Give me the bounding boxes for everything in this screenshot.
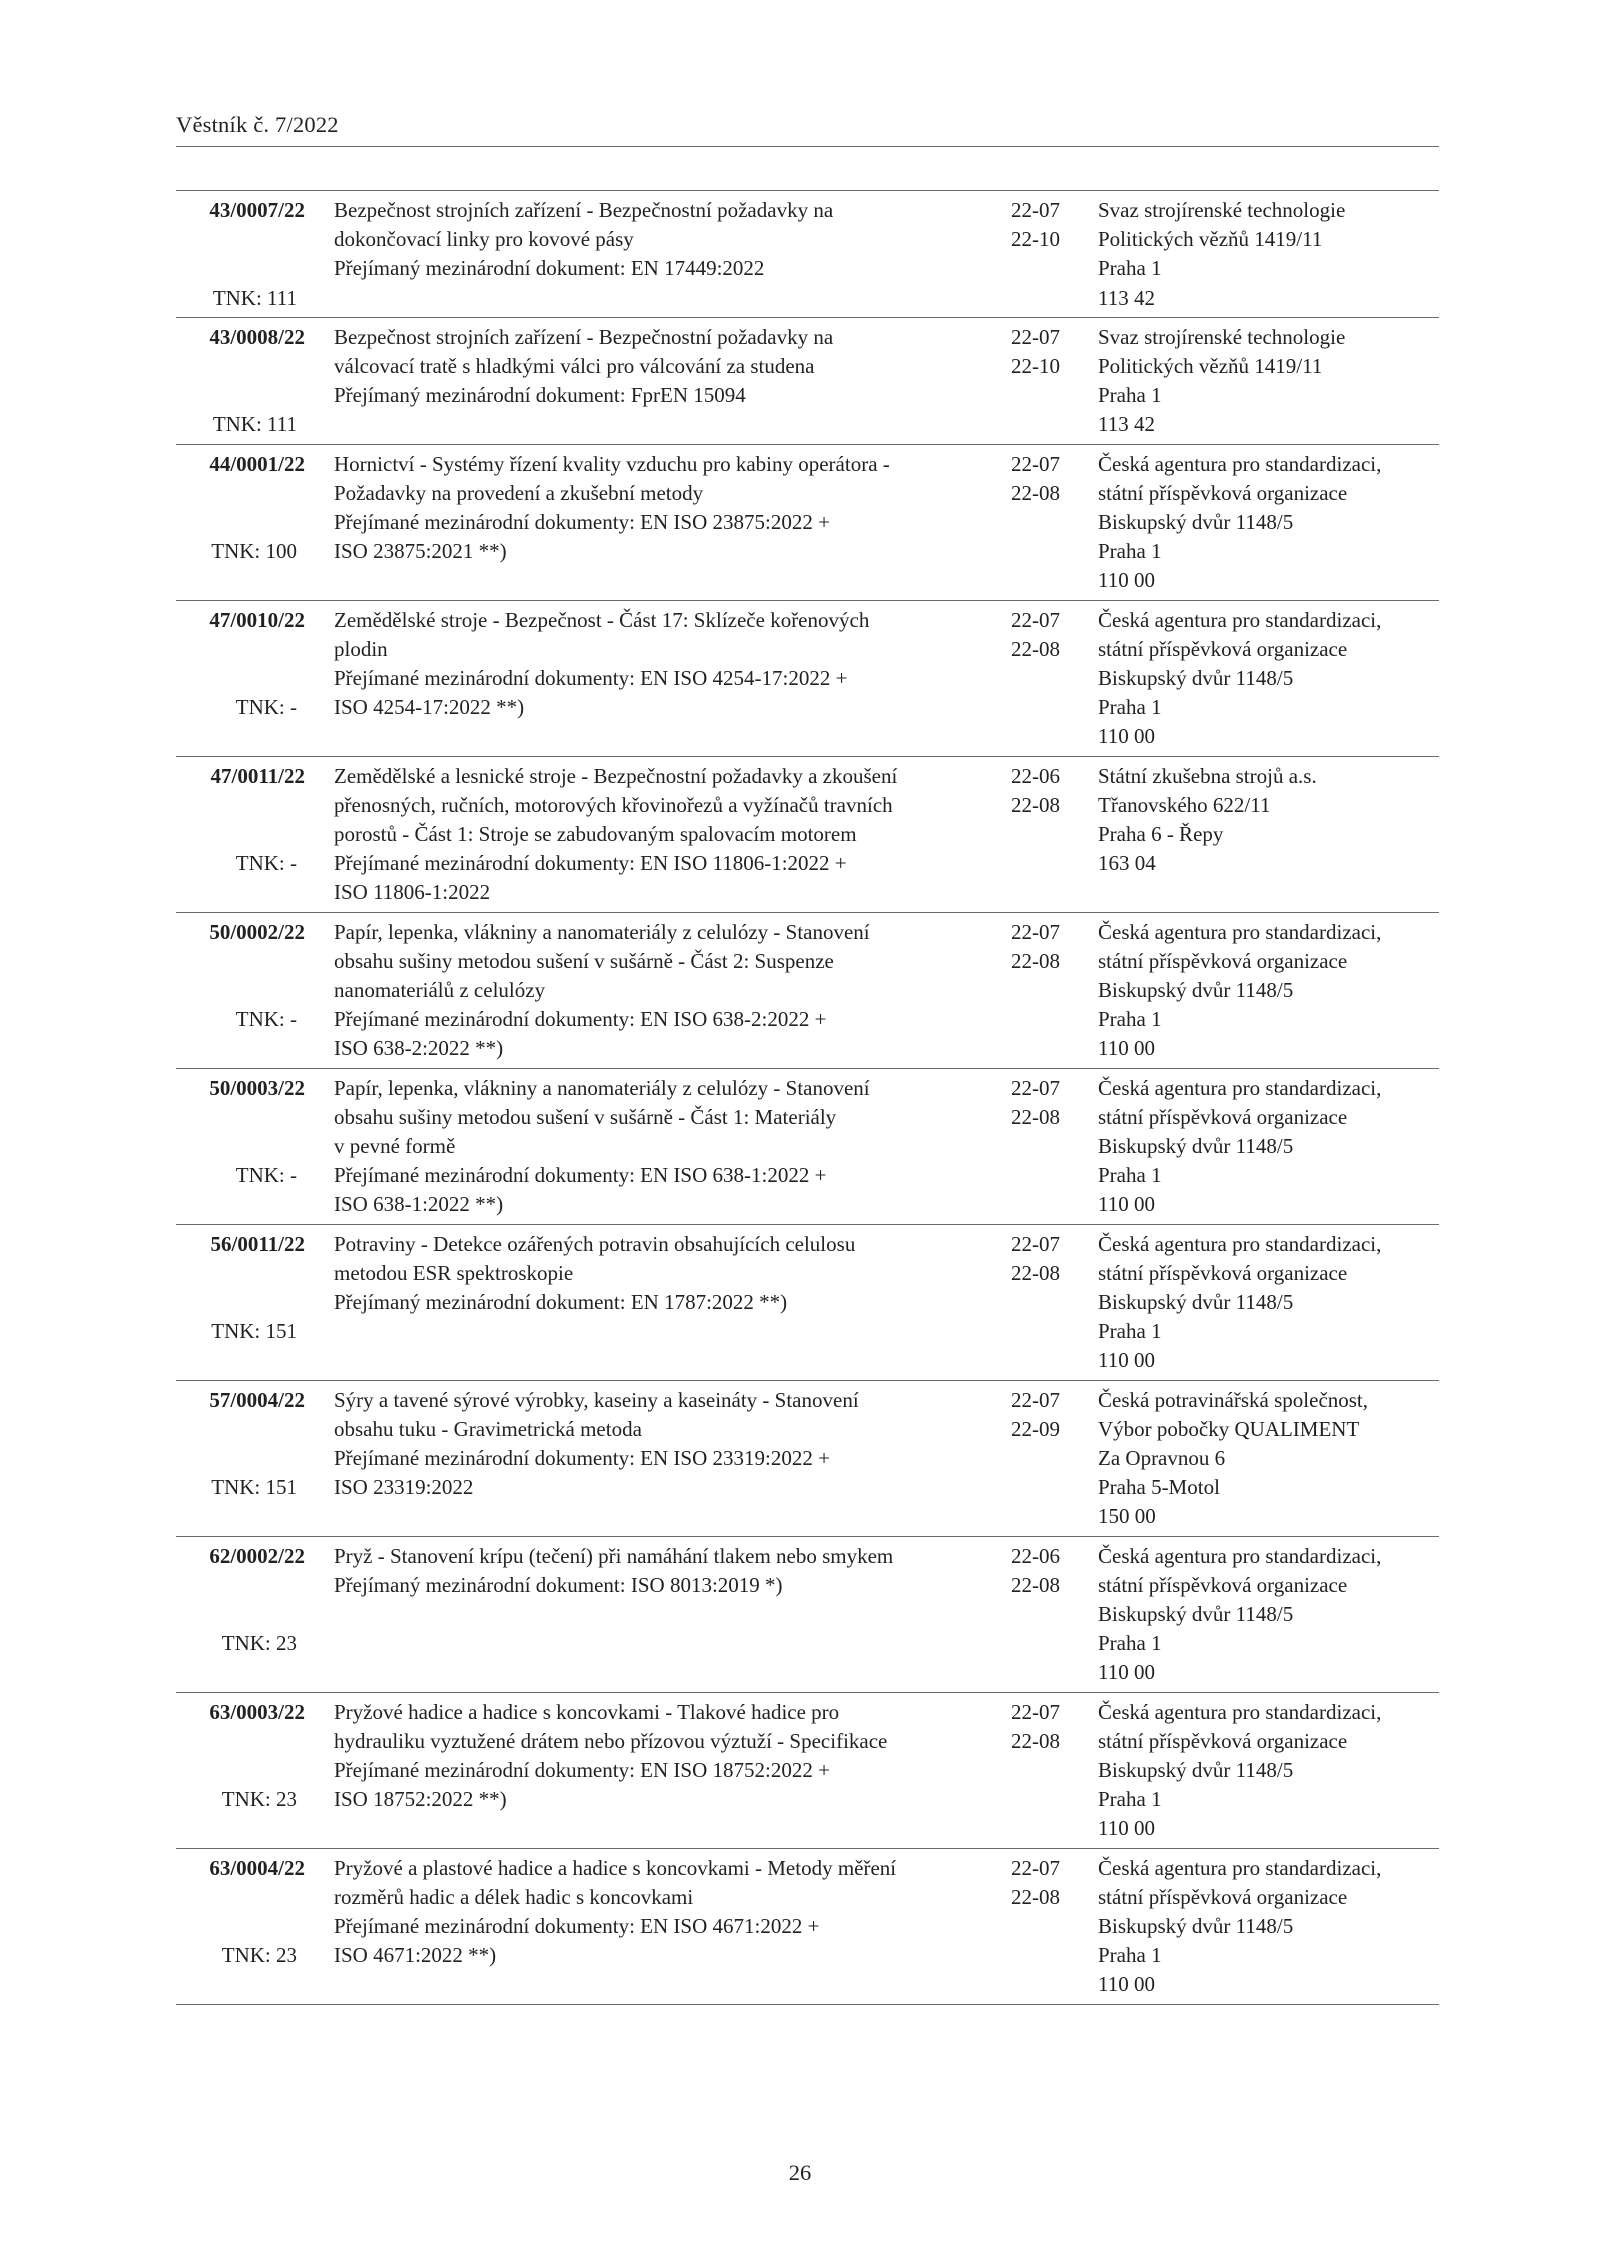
entry-organization-line: 110 00 <box>1098 568 1155 593</box>
entry-organization <box>1098 606 1438 752</box>
entry-date: 22-08 <box>1011 1572 1060 1597</box>
entry-organization-line: Praha 1 <box>1098 1787 1162 1812</box>
entry-organization <box>1098 323 1438 440</box>
entry-title-line: Bezpečnost strojních zařízení - Bezpečnostní požadavky na <box>334 324 834 349</box>
entry-organization-line: státní příspěvková organizace <box>1098 636 1348 661</box>
entry-tnk: TNK: 151 <box>211 1475 297 1500</box>
entry-dates <box>1011 918 1071 976</box>
entry-title-line: obsahu sušiny metodou sušení v sušárně - Část 1: Materiály <box>334 1104 837 1129</box>
entry-organization-line: Biskupský dvůr 1148/5 <box>1098 666 1294 690</box>
entry-title <box>334 606 994 723</box>
table-row <box>176 757 1439 913</box>
entry-title-line: dokončovací linky pro kovové pásy <box>334 227 634 252</box>
table-row <box>176 1381 1439 1537</box>
table-row <box>176 601 1439 757</box>
entry-title-line: nanomateriálů z celulózy <box>334 978 546 1002</box>
entry-organization-line: Politických vězňů 1419/11 <box>1098 227 1323 252</box>
entry-dates <box>1011 762 1071 820</box>
entry-organization-line: Česká agentura pro standardizaci, <box>1098 451 1382 476</box>
entry-title-line: ISO 638-1:2022 **) <box>334 1192 504 1217</box>
entry-title-line: metodou ESR spektroskopie <box>334 1260 574 1285</box>
table-row <box>176 191 1439 318</box>
entry-organization-line: Praha 1 <box>1098 539 1162 564</box>
entry-organization-line: 110 00 <box>1098 724 1155 749</box>
table-row <box>176 1693 1439 1849</box>
entry-title-line: Přejímané mezinárodní dokumenty: EN ISO 4671:2022 + <box>334 1914 820 1938</box>
entry-dates <box>1011 1230 1071 1288</box>
entry-organization-line: Praha 1 <box>1098 383 1162 408</box>
entry-dates <box>1011 1854 1071 1912</box>
entry-title-line: Hornictví - Systémy řízení kvality vzduchu pro kabiny operátora - <box>334 451 890 476</box>
entry-date: 22-07 <box>1011 1699 1060 1724</box>
entry-dates <box>1011 196 1071 254</box>
entry-dates <box>1011 323 1071 381</box>
entry-title-line: ISO 4254-17:2022 **) <box>334 695 525 720</box>
entry-organization-line: 113 42 <box>1098 412 1155 437</box>
table-row <box>176 445 1439 601</box>
entry-organization-line: 113 42 <box>1098 285 1155 310</box>
entry-dates <box>1011 1074 1071 1132</box>
entry-title-line: Papír, lepenka, vlákniny a nanomateriály z celulózy - Stanovení <box>334 919 870 944</box>
entry-date: 22-08 <box>1011 1728 1060 1753</box>
entry-organization-line: Výbor pobočky QUALIMENT <box>1098 1416 1360 1441</box>
entry-organization-line: státní příspěvková organizace <box>1098 1728 1348 1753</box>
entry-title-line: Pryžové hadice a hadice s koncovkami - Tlakové hadice pro <box>334 1699 840 1724</box>
table-row <box>176 1849 1439 2005</box>
entry-title <box>334 1698 994 1815</box>
entry-id: 50/0002/22 <box>209 919 305 944</box>
entry-organization-line: Praha 1 <box>1098 1943 1162 1968</box>
entry-date: 22-07 <box>1011 198 1060 222</box>
entry-title <box>334 196 994 284</box>
entry-organization-line: státní příspěvková organizace <box>1098 1104 1348 1129</box>
entry-date: 22-06 <box>1011 1543 1060 1568</box>
entry-organization-line: 110 00 <box>1098 1816 1155 1841</box>
entry-organization-line: Třanovského 622/11 <box>1098 792 1271 817</box>
entry-date: 22-10 <box>1011 354 1060 378</box>
entry-id: 47/0011/22 <box>210 763 305 788</box>
entry-organization <box>1098 196 1438 313</box>
entry-title-line: Potraviny - Detekce ozářených potravin obsahujících celulosu <box>334 1231 856 1256</box>
entry-organization <box>1098 918 1438 1064</box>
entry-title-line: Přejímané mezinárodní dokumenty: EN ISO 18752:2022 + <box>334 1758 830 1782</box>
entry-dates <box>1011 1698 1071 1756</box>
entry-title-line: ISO 638-2:2022 **) <box>334 1036 504 1061</box>
entry-title-line: Přejímané mezinárodní dokumenty: EN ISO 11806-1:2022 + <box>334 851 847 876</box>
entry-title-line: Přejímaný mezinárodní dokument: FprEN 15094 <box>334 383 746 408</box>
entry-title-line: v pevné formě <box>334 1134 456 1158</box>
entry-date: 22-07 <box>1011 1855 1060 1880</box>
entry-title-line: ISO 18752:2022 **) <box>334 1787 507 1812</box>
entry-organization-line: 110 00 <box>1098 1972 1155 1997</box>
entry-tnk: TNK: 111 <box>212 285 297 310</box>
entry-organization-line: Praha 5-Motol <box>1098 1475 1220 1500</box>
table-row <box>176 1069 1439 1225</box>
entry-organization-line: Biskupský dvůr 1148/5 <box>1098 1914 1294 1938</box>
entry-title <box>334 323 994 411</box>
entry-organization-line: 150 00 <box>1098 1504 1156 1529</box>
entry-date: 22-08 <box>1011 480 1060 505</box>
entry-organization-line: Česká agentura pro standardizaci, <box>1098 1855 1382 1880</box>
entry-date: 22-07 <box>1011 324 1060 349</box>
entry-tnk: TNK: 151 <box>211 1319 297 1344</box>
entry-date: 22-08 <box>1011 1260 1060 1285</box>
entry-title-line: Přejímané mezinárodní dokumenty: EN ISO 4254-17:2022 + <box>334 666 848 690</box>
entry-title-line: Papír, lepenka, vlákniny a nanomateriály z celulózy - Stanovení <box>334 1075 870 1100</box>
entry-title-line: Požadavky na provedení a zkušební metody <box>334 480 704 505</box>
table-row <box>176 1225 1439 1381</box>
page-header-title: Věstník č. 7/2022 <box>176 112 339 137</box>
entry-organization-line: Česká agentura pro standardizaci, <box>1098 1543 1382 1568</box>
entry-organization-line: Praha 1 <box>1098 256 1162 281</box>
entry-dates <box>1011 1542 1071 1600</box>
entry-organization-line: Biskupský dvůr 1148/5 <box>1098 1290 1294 1314</box>
entry-dates <box>1011 1386 1071 1444</box>
entry-tnk: TNK: 111 <box>212 412 297 437</box>
table-row <box>176 913 1439 1069</box>
entry-id: 57/0004/22 <box>209 1387 305 1412</box>
entry-organization <box>1098 1386 1438 1532</box>
entry-date: 22-08 <box>1011 792 1060 817</box>
entry-title-line: porostů - Část 1: Stroje se zabudovaným spalovacím motorem <box>334 822 857 846</box>
entry-organization-line: 163 04 <box>1098 851 1156 876</box>
entry-date: 22-08 <box>1011 1104 1060 1129</box>
entry-date: 22-07 <box>1011 919 1060 944</box>
entry-tnk: TNK: - <box>235 695 297 720</box>
entry-organization <box>1098 450 1438 596</box>
entry-dates <box>1011 606 1071 664</box>
entry-organization-line: Praha 1 <box>1098 1631 1162 1656</box>
entry-title <box>334 1386 994 1503</box>
entry-date: 22-08 <box>1011 1884 1060 1909</box>
entry-id: 63/0003/22 <box>209 1699 305 1724</box>
table-row <box>176 318 1439 445</box>
entry-title-line: plodin <box>334 636 388 661</box>
entry-title <box>334 1230 994 1318</box>
entry-organization-line: Za Opravnou 6 <box>1098 1446 1226 1470</box>
entry-organization-line: Praha 1 <box>1098 1163 1162 1188</box>
entry-title-line: rozměrů hadic a délek hadic s koncovkami <box>334 1884 694 1909</box>
entry-organization <box>1098 762 1438 879</box>
entry-title-line: obsahu tuku - Gravimetrická metoda <box>334 1416 642 1441</box>
entry-organization-line: státní příspěvková organizace <box>1098 948 1348 973</box>
entry-id: 43/0007/22 <box>209 198 305 222</box>
entry-organization-line: Praha 1 <box>1098 695 1162 720</box>
entry-organization <box>1098 1074 1438 1220</box>
entry-title-line: Zemědělské a lesnické stroje - Bezpečnostní požadavky a zkoušení <box>334 763 898 788</box>
entry-title <box>334 1542 994 1600</box>
entry-date: 22-10 <box>1011 227 1060 252</box>
entry-tnk: TNK: - <box>235 1007 297 1032</box>
entry-title <box>334 1854 994 1971</box>
entry-title-line: Přejímané mezinárodní dokumenty: EN ISO 23875:2022 + <box>334 510 830 534</box>
entry-organization-line: 110 00 <box>1098 1348 1155 1373</box>
table-row <box>176 1537 1439 1693</box>
entry-organization-line: Česká agentura pro standardizaci, <box>1098 919 1382 944</box>
entry-organization-line: 110 00 <box>1098 1036 1155 1061</box>
entry-title-line: obsahu sušiny metodou sušení v sušárně - Část 2: Suspenze <box>334 948 834 973</box>
header-divider <box>176 146 1439 147</box>
entry-date: 22-07 <box>1011 1231 1060 1256</box>
entry-tnk: TNK: 23 <box>221 1787 297 1812</box>
entry-title-line: Zemědělské stroje - Bezpečnost - Část 17: Sklízeče kořenových <box>334 607 870 632</box>
entry-title-line: Přejímaný mezinárodní dokument: EN 1787:2022 **) <box>334 1290 788 1314</box>
entry-organization-line: Česká agentura pro standardizaci, <box>1098 1075 1382 1100</box>
entry-tnk: TNK: 23 <box>221 1943 297 1968</box>
entry-date: 22-09 <box>1011 1416 1060 1441</box>
entry-title <box>334 450 994 567</box>
entry-tnk: TNK: 23 <box>221 1631 297 1656</box>
entry-title-line: hydrauliku vyztužené drátem nebo přízovou výztuží - Specifikace <box>334 1728 888 1753</box>
entry-title-line: válcovací tratě s hladkými válci pro válcování za studena <box>334 354 815 378</box>
entry-organization-line: Česká potravinářská společnost, <box>1098 1387 1369 1412</box>
entry-organization-line: Biskupský dvůr 1148/5 <box>1098 510 1294 534</box>
entry-organization-line: 110 00 <box>1098 1192 1155 1217</box>
entry-date: 22-07 <box>1011 1075 1060 1100</box>
entry-organization-line: státní příspěvková organizace <box>1098 1260 1348 1285</box>
entry-id: 47/0010/22 <box>209 607 305 632</box>
entry-title-line: Přejímaný mezinárodní dokument: ISO 8013:2019 *) <box>334 1572 783 1597</box>
entry-title <box>334 918 994 1064</box>
entry-date: 22-06 <box>1011 763 1060 788</box>
entry-id: 44/0001/22 <box>209 451 305 476</box>
entry-tnk: TNK: - <box>235 1163 297 1188</box>
entry-title <box>334 1074 994 1220</box>
entry-title-line: Pryžové a plastové hadice a hadice s koncovkami - Metody měření <box>334 1855 897 1880</box>
entry-organization-line: Svaz strojírenské technologie <box>1098 198 1346 222</box>
entry-id: 50/0003/22 <box>209 1075 305 1100</box>
standards-table <box>176 190 1439 2005</box>
entry-title-line: ISO 23319:2022 <box>334 1475 474 1500</box>
entry-title-line: Pryž - Stanovení krípu (tečení) při namáhání tlakem nebo smykem <box>334 1543 894 1568</box>
entry-title-line: ISO 11806-1:2022 <box>334 880 491 905</box>
entry-organization-line: Biskupský dvůr 1148/5 <box>1098 978 1294 1002</box>
entry-title-line: Přejímané mezinárodní dokumenty: EN ISO 638-2:2022 + <box>334 1007 827 1032</box>
entry-organization-line: Praha 6 - Řepy <box>1098 822 1224 846</box>
entry-date: 22-07 <box>1011 451 1060 476</box>
entry-id: 56/0011/22 <box>210 1231 305 1256</box>
entry-dates <box>1011 450 1071 508</box>
entry-organization-line: Svaz strojírenské technologie <box>1098 324 1346 349</box>
entry-title-line: Přejímané mezinárodní dokumenty: EN ISO 638-1:2022 + <box>334 1163 827 1188</box>
entry-id: 63/0004/22 <box>209 1855 305 1880</box>
entry-id: 62/0002/22 <box>209 1543 305 1568</box>
entry-title-line: Bezpečnost strojních zařízení - Bezpečnostní požadavky na <box>334 198 834 222</box>
entry-organization-line: Česká agentura pro standardizaci, <box>1098 1231 1382 1256</box>
entry-organization <box>1098 1698 1438 1844</box>
entry-organization-line: Česká agentura pro standardizaci, <box>1098 607 1382 632</box>
entry-organization <box>1098 1230 1438 1376</box>
entry-title-line: Přejímaný mezinárodní dokument: EN 17449:2022 <box>334 256 765 281</box>
entry-organization-line: Praha 1 <box>1098 1319 1162 1344</box>
entry-title-line: Sýry a tavené sýrové výrobky, kaseiny a kaseináty - Stanovení <box>334 1387 859 1412</box>
entry-title-line: přenosných, ručních, motorových křovinořezů a vyžínačů travních <box>334 792 893 817</box>
entry-organization-line: Státní zkušebna strojů a.s. <box>1098 763 1317 788</box>
entry-tnk: TNK: 100 <box>211 539 297 564</box>
entry-title-line: ISO 4671:2022 **) <box>334 1943 497 1968</box>
entry-title <box>334 762 994 908</box>
entry-title-line: ISO 23875:2021 **) <box>334 539 507 564</box>
page-number: 26 <box>788 2160 812 2185</box>
entry-organization-line: státní příspěvková organizace <box>1098 480 1348 505</box>
entry-date: 22-07 <box>1011 607 1060 632</box>
entry-date: 22-08 <box>1011 636 1060 661</box>
entry-date: 22-07 <box>1011 1387 1060 1412</box>
entry-title-line: Přejímané mezinárodní dokumenty: EN ISO 23319:2022 + <box>334 1446 830 1470</box>
entry-organization-line: státní příspěvková organizace <box>1098 1572 1348 1597</box>
entry-organization-line: Česká agentura pro standardizaci, <box>1098 1699 1382 1724</box>
entry-id: 43/0008/22 <box>209 324 305 349</box>
entry-organization-line: Praha 1 <box>1098 1007 1162 1032</box>
entry-organization-line: 110 00 <box>1098 1660 1155 1685</box>
entry-organization-line: Biskupský dvůr 1148/5 <box>1098 1134 1294 1158</box>
entry-organization-line: Politických vězňů 1419/11 <box>1098 354 1323 378</box>
entry-organization <box>1098 1542 1438 1688</box>
entry-organization-line: státní příspěvková organizace <box>1098 1884 1348 1909</box>
entry-organization <box>1098 1854 1438 2000</box>
entry-organization-line: Biskupský dvůr 1148/5 <box>1098 1602 1294 1626</box>
entry-date: 22-08 <box>1011 948 1060 973</box>
entry-organization-line: Biskupský dvůr 1148/5 <box>1098 1758 1294 1782</box>
entry-tnk: TNK: - <box>235 851 297 876</box>
